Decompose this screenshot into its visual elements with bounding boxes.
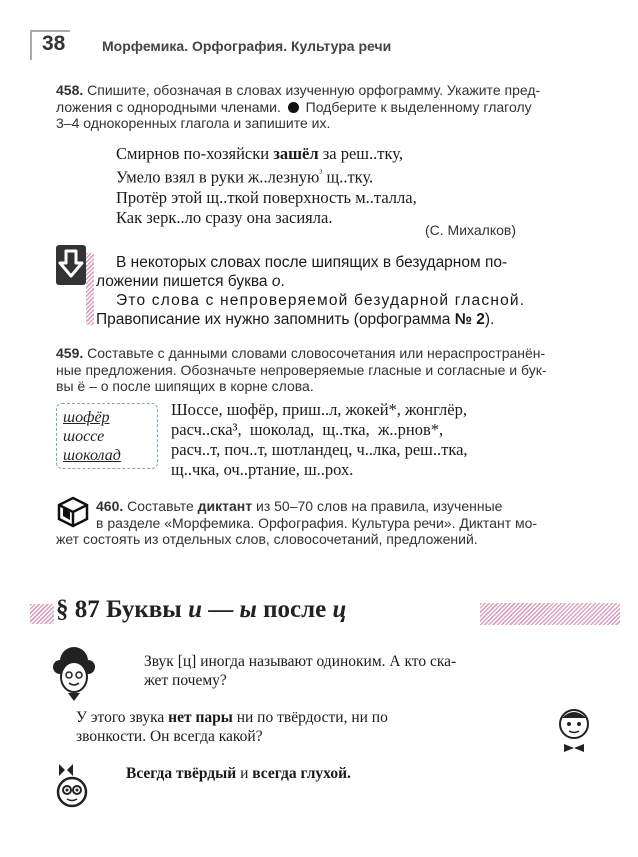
vocab-word: шоколад — [63, 447, 121, 464]
girl-character-icon — [48, 645, 100, 703]
word-list-line: Шоссе, шофёр, приш..л, жокей*, жонглёр, — [171, 400, 467, 419]
poem — [116, 144, 536, 228]
page-number: 38 — [42, 32, 66, 55]
page-header — [30, 30, 620, 64]
poem-line: Как зерк..ло сразу она засияла. — [116, 207, 333, 227]
instruction-line: Спишите, обозначая в словах изученную орфограмму. Укажите пред- — [87, 82, 541, 98]
dialogue-answer-1: У этого звука нет пары ни по твёрдости, ни по звонкости. Он всегда какой? — [76, 709, 388, 745]
exercise-460-instructions: 460. Составьте диктант из 50–70 слов на правила, изученные — [96, 498, 503, 514]
girl-with-glasses-icon — [53, 762, 91, 808]
rule-stripe — [86, 253, 94, 325]
instruction-line: 3–4 однокоренных глагола и запишите их. — [56, 115, 331, 131]
page-header-title: Морфемика. Орфография. Культура речи — [102, 38, 392, 54]
dialogue-question-1: Звук [ц] иногда называют одиноким. А кто ска- жет почему? — [144, 653, 457, 689]
exercise-460-continuation: в разделе «Морфемика. Орфография. Культура речи». Диктант мо- жет состоять из отдельных слов, словосочетаний, предложений. — [56, 514, 538, 547]
rule-marker — [56, 245, 86, 285]
dialogue-answer-2: Всегда твёрдый и всегда глухой. — [126, 765, 351, 782]
exercise-458-instructions — [56, 82, 601, 132]
task-dot-icon — [288, 102, 299, 113]
exercise-number: 458. — [56, 82, 84, 98]
exercise-459-instructions: 459. Составьте с данными словами словосочетания или нераспространён- ные предложения. Обозначьте непроверяемые гласные и согласные и бук- вы ё – о после шипящих в корне слова. — [56, 345, 547, 394]
poem-author: (С. Михалков) — [425, 222, 516, 238]
vocab-word: шоссе — [63, 428, 105, 445]
section-title: § 87 Буквы и — ы после ц — [56, 596, 347, 623]
instruction-line: ложения с однородными членами. — [56, 98, 281, 115]
instruction-line: Подберите к выделенному глаголу — [305, 98, 532, 115]
section-right-band — [480, 603, 620, 625]
vocab-word: шофёр — [63, 409, 110, 426]
poem-line: Умело взял в руки ж..лезную$^{^3}$ щ..тку. — [116, 167, 374, 187]
word-list-line: расч..ска³, шоколад, щ..тка, ж..рнов*, — [171, 420, 444, 439]
poem-line: Смирнов по-хозяйски зашёл за реш..тку, — [116, 144, 403, 163]
exercise-number: 459. — [56, 345, 84, 361]
boy-character-icon — [556, 708, 592, 754]
rule-text: В некоторых словах после шипящих в безударном по- ложении пишется буква о. Это слова с непроверяемой безударной гласной. Правописание их нужно запомнить (орфограмма № 2). — [96, 254, 526, 328]
arrow-down-icon — [56, 245, 86, 285]
word-list-line: щ..чка, оч..ртание, ш..рох. — [171, 460, 354, 479]
word-list — [171, 400, 601, 480]
word-list-line: расч..т, поч..т, шотландец, ч..лка, реш..тка, — [171, 440, 468, 459]
vocabulary-box — [56, 403, 158, 469]
poem-line: Протёр этой щ..ткой поверхность м..талла, — [116, 187, 417, 207]
exercise-number: 460. — [96, 498, 124, 514]
section-left-band — [30, 604, 54, 624]
